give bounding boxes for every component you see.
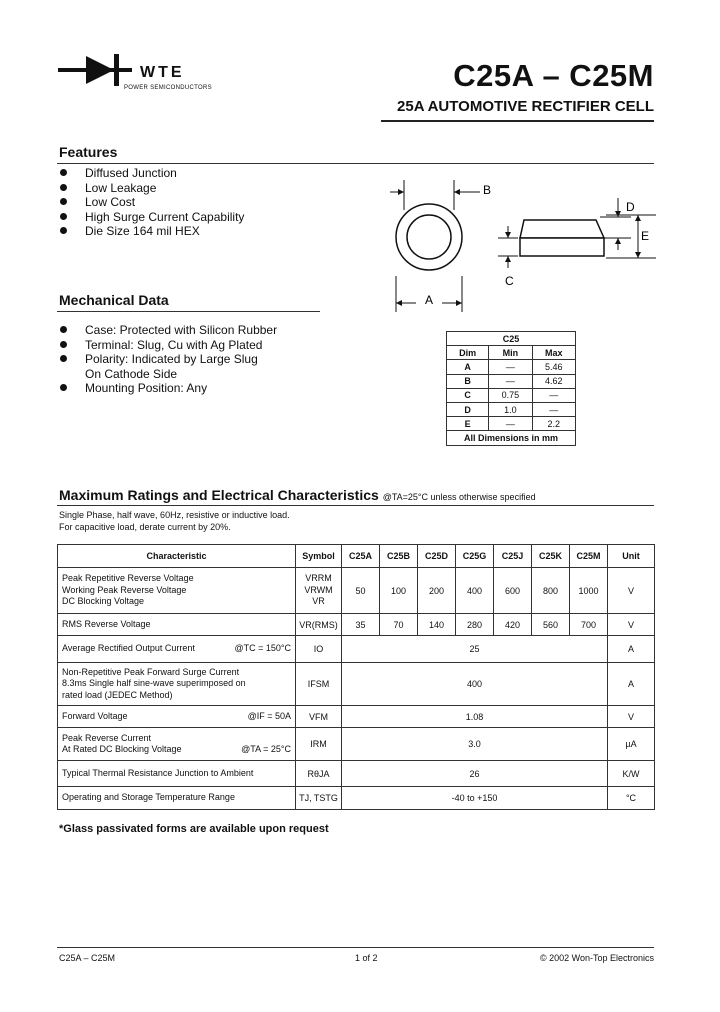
bullet-icon [60, 384, 67, 391]
col-c25d: C25D [418, 545, 456, 568]
ratings-heading: Maximum Ratings and Electrical Characteristics @TA=25°C unless otherwise specified [59, 487, 536, 503]
dimension-table [446, 331, 576, 446]
list-item: Die Size 164 mil HEX [59, 224, 244, 239]
list-item: Polarity: Indicated by Large Slug On Cathode Side [59, 352, 277, 381]
list-item: Case: Protected with Silicon Rubber [59, 323, 277, 338]
list-item: Mounting Position: Any [59, 381, 277, 396]
col-c25b: C25B [380, 545, 418, 568]
table-row: Typical Thermal Resistance Junction to Ambient RθJA 26 K/W [58, 761, 655, 787]
table-row: D 1.0 — [447, 402, 576, 416]
col-c25m: C25M [570, 545, 608, 568]
table-row: Operating and Storage Temperature Range TJ, TSTG -40 to +150 °C [58, 787, 655, 810]
col-c25g: C25G [456, 545, 494, 568]
table-row: Peak Reverse Current At Rated DC Blocking Voltage @TA = 25°C IRM 3.0 µA [58, 728, 655, 761]
list-item: Terminal: Slug, Cu with Ag Plated [59, 338, 277, 353]
logo-text: WTE [140, 64, 185, 81]
dim-label-d: D [626, 200, 635, 214]
col-symbol: Symbol [296, 545, 342, 568]
dim-label-b: B [483, 183, 492, 197]
title-rule [381, 120, 654, 122]
bullet-icon [60, 198, 67, 205]
table-row: B — 4.62 [447, 374, 576, 388]
col-unit: Unit [608, 545, 655, 568]
mechanical-list [59, 323, 277, 396]
table-row: Peak Repetitive Reverse Voltage Working Peak Reverse Voltage DC Blocking Voltage VRRM VRWM VR 50 100 200 400 600 800 1000 V [58, 568, 655, 614]
col-c25j: C25J [494, 545, 532, 568]
table-row: C 0.75 — [447, 388, 576, 402]
table-row: E — 2.2 [447, 417, 576, 431]
dim-col-min: Min [489, 346, 532, 360]
logo-subtext: POWER SEMICONDUCTORS [124, 85, 212, 91]
mechanical-heading: Mechanical Data [59, 292, 169, 308]
table-row: Forward Voltage @IF = 50A VFM 1.08 V [58, 706, 655, 728]
table-row: RMS Reverse Voltage VR(RMS) 35 70 140 280 420 560 700 V [58, 614, 655, 636]
dim-col-dim: Dim [447, 346, 489, 360]
features-heading: Features [59, 144, 118, 160]
dim-table-footer: All Dimensions in mm [447, 431, 576, 445]
cell-side-view-diagram [496, 190, 666, 290]
bullet-icon [60, 355, 67, 362]
bullet-icon [60, 341, 67, 348]
dim-col-max: Max [532, 346, 575, 360]
footer-rule [57, 947, 654, 948]
list-item: Diffused Junction [59, 166, 244, 181]
col-c25k: C25K [532, 545, 570, 568]
table-header-row [58, 545, 655, 568]
mechanical-rule [57, 311, 320, 312]
ratings-rule [57, 505, 654, 506]
page-title: C25A – C25M [453, 58, 654, 93]
bullet-icon [60, 213, 67, 220]
glass-passivated-note: *Glass passivated forms are available upon request [59, 823, 329, 835]
bullet-icon [60, 184, 67, 191]
bullet-icon [60, 326, 67, 333]
list-item: Low Leakage [59, 181, 244, 196]
page-subtitle: 25A AUTOMOTIVE RECTIFIER CELL [397, 98, 654, 115]
bullet-icon [60, 169, 67, 176]
polarity-continuation: On Cathode Side [85, 366, 178, 381]
footer-copyright: © 2002 Won-Top Electronics [539, 953, 654, 963]
list-item: Low Cost [59, 195, 244, 210]
ratings-note-2: For capacitive load, derate current by 20%. [59, 522, 231, 532]
table-row: A — 5.46 [447, 360, 576, 374]
dim-table-title: C25 [447, 332, 576, 346]
footer-part-number: C25A – C25M [59, 953, 116, 963]
cell-top-view-diagram [380, 176, 490, 316]
table-row: Average Rectified Output Current @TC = 150°C IO 25 A [58, 636, 655, 663]
dim-label-a: A [425, 293, 434, 307]
bullet-icon [60, 227, 67, 234]
ratings-condition: @TA=25°C unless otherwise specified [382, 492, 536, 502]
dim-label-c: C [505, 274, 514, 288]
footer-page-number: 1 of 2 [355, 953, 378, 963]
dim-label-e: E [641, 229, 650, 243]
features-rule [57, 163, 654, 164]
col-c25a: C25A [342, 545, 380, 568]
col-characteristic: Characteristic [58, 545, 296, 568]
list-item: High Surge Current Capability [59, 210, 244, 225]
table-row: Non-Repetitive Peak Forward Surge Current 8.3ms Single half sine-wave superimposed on rated load (JEDEC Method) IFSM 400 A [58, 663, 655, 706]
features-list [59, 166, 244, 239]
ratings-table [57, 544, 655, 810]
ratings-note-1: Single Phase, half wave, 60Hz, resistive or inductive load. [59, 510, 290, 520]
